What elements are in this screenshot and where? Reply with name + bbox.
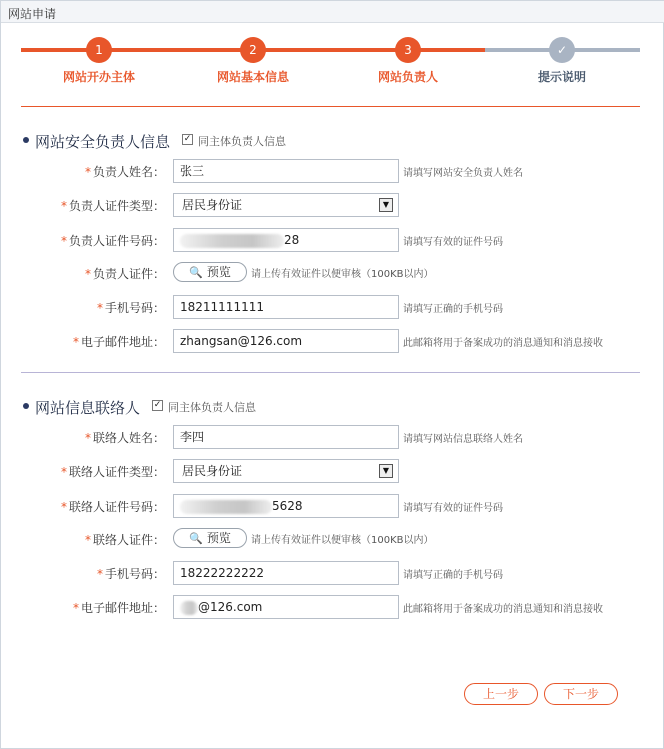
contact-name-label: * 联络人姓名： <box>84 431 165 445</box>
security-preview-label: 预览 <box>206 265 231 279</box>
contact-id-type-label: * 联络人证件类型： <box>60 465 165 479</box>
contact-id-type-value: 居民身份证 <box>182 464 243 478</box>
contact-preview-button[interactable] <box>173 528 247 548</box>
security-id-number-hint: 请填写有效的证件号码 <box>403 237 503 248</box>
contact-id-number-hint: 请填写有效的证件号码 <box>403 503 503 514</box>
security-name-input[interactable]: 张三 <box>173 159 399 183</box>
security-same-as-owner-label: 同主体负责人信息 <box>198 135 286 148</box>
security-name-label: * 负责人姓名： <box>84 165 165 179</box>
contact-id-doc-row <box>1 527 664 551</box>
security-email-input[interactable]: zhangsan@126.com <box>173 329 399 353</box>
contact-email-row <box>1 595 664 619</box>
contact-id-number-row <box>1 494 664 518</box>
stepper-divider <box>21 106 640 107</box>
contact-section-header <box>21 397 421 417</box>
contact-phone-hint: 请填写正确的手机号码 <box>403 570 503 581</box>
bullet-icon <box>23 137 29 143</box>
magnifier-icon: 🔍 <box>189 266 203 279</box>
next-step-button[interactable]: 下一步 <box>544 683 618 705</box>
step-2-marker: 2 <box>240 37 266 63</box>
contact-phone-row <box>1 561 664 585</box>
security-phone-label: * 手机号码： <box>96 301 165 315</box>
redacted-value <box>180 500 272 514</box>
contact-id-type-row <box>1 459 664 483</box>
security-email-hint: 此邮箱将用于备案成功的消息通知和消息接收 <box>403 338 603 349</box>
security-same-as-owner-checkbox[interactable]: ✓ <box>183 134 192 144</box>
security-id-doc-label: * 负责人证件： <box>84 267 165 281</box>
contact-email-input[interactable] <box>173 595 399 619</box>
bullet-icon <box>23 403 29 409</box>
step-1-label: 网站开办主体 <box>62 70 135 84</box>
window-title: 网站申请 <box>8 7 57 21</box>
security-id-type-row <box>1 193 664 217</box>
security-id-doc-row <box>1 261 664 285</box>
section-divider <box>21 372 640 373</box>
contact-email-label: * 电子邮件地址： <box>72 601 165 615</box>
contact-same-as-owner-label: 同主体负责人信息 <box>168 401 256 414</box>
security-id-number-row <box>1 228 664 252</box>
title-bar <box>1 1 664 23</box>
contact-name-row <box>1 425 664 449</box>
redacted-value <box>180 234 284 248</box>
security-email-label: * 电子邮件地址： <box>72 335 165 349</box>
check-icon: ✓ <box>549 37 575 63</box>
contact-email-suffix: @126.com <box>198 600 263 614</box>
contact-id-doc-label: * 联络人证件： <box>84 533 165 547</box>
contact-id-number-label: * 联络人证件号码： <box>60 500 165 514</box>
step-3-marker: 3 <box>395 37 421 63</box>
contact-phone-input[interactable]: 18222222222 <box>173 561 399 585</box>
security-section-header <box>21 131 421 151</box>
security-id-number-suffix: 28 <box>284 233 300 247</box>
contact-id-doc-hint: 请上传有效证件以便审核（100KB以内） <box>251 535 434 546</box>
contact-name-hint: 请填写网站信息联络人姓名 <box>403 434 523 445</box>
security-phone-hint: 请填写正确的手机号码 <box>403 304 503 315</box>
security-name-hint: 请填写网站安全负责人姓名 <box>403 168 523 179</box>
step-1-marker: 1 <box>86 37 112 63</box>
security-phone-row <box>1 295 664 319</box>
security-phone-input[interactable]: 18211111111 <box>173 295 399 319</box>
contact-same-as-owner-checkbox[interactable]: ✓ <box>153 400 162 410</box>
security-id-type-label: * 负责人证件类型： <box>60 199 165 213</box>
dropdown-arrow-icon[interactable]: ▼ <box>379 198 393 212</box>
contact-section-title: 网站信息联络人 <box>35 399 141 417</box>
security-name-row <box>1 159 664 183</box>
security-id-number-label: * 负责人证件号码： <box>60 234 165 248</box>
contact-phone-label: * 手机号码： <box>96 567 165 581</box>
contact-id-number-suffix: 5628 <box>272 499 303 513</box>
contact-id-number-input[interactable] <box>173 494 399 518</box>
contact-email-hint: 此邮箱将用于备案成功的消息通知和消息接收 <box>403 604 603 615</box>
magnifier-icon: 🔍 <box>189 532 203 545</box>
step-3-label: 网站负责人 <box>377 70 438 84</box>
security-id-type-value: 居民身份证 <box>182 198 243 212</box>
contact-name-input[interactable]: 李四 <box>173 425 399 449</box>
redacted-value <box>180 601 198 615</box>
security-id-doc-hint: 请上传有效证件以便审核（100KB以内） <box>251 269 434 280</box>
security-section-title: 网站安全负责人信息 <box>35 133 171 151</box>
contact-id-type-select[interactable] <box>173 459 399 483</box>
step-2-label: 网站基本信息 <box>216 70 289 84</box>
security-id-number-input[interactable] <box>173 228 399 252</box>
prev-step-button[interactable]: 上一步 <box>464 683 538 705</box>
security-preview-button[interactable] <box>173 262 247 282</box>
contact-preview-label: 预览 <box>206 531 231 545</box>
security-id-type-select[interactable] <box>173 193 399 217</box>
security-email-row <box>1 329 664 353</box>
dropdown-arrow-icon[interactable]: ▼ <box>379 464 393 478</box>
step-4-label: 提示说明 <box>537 70 586 84</box>
